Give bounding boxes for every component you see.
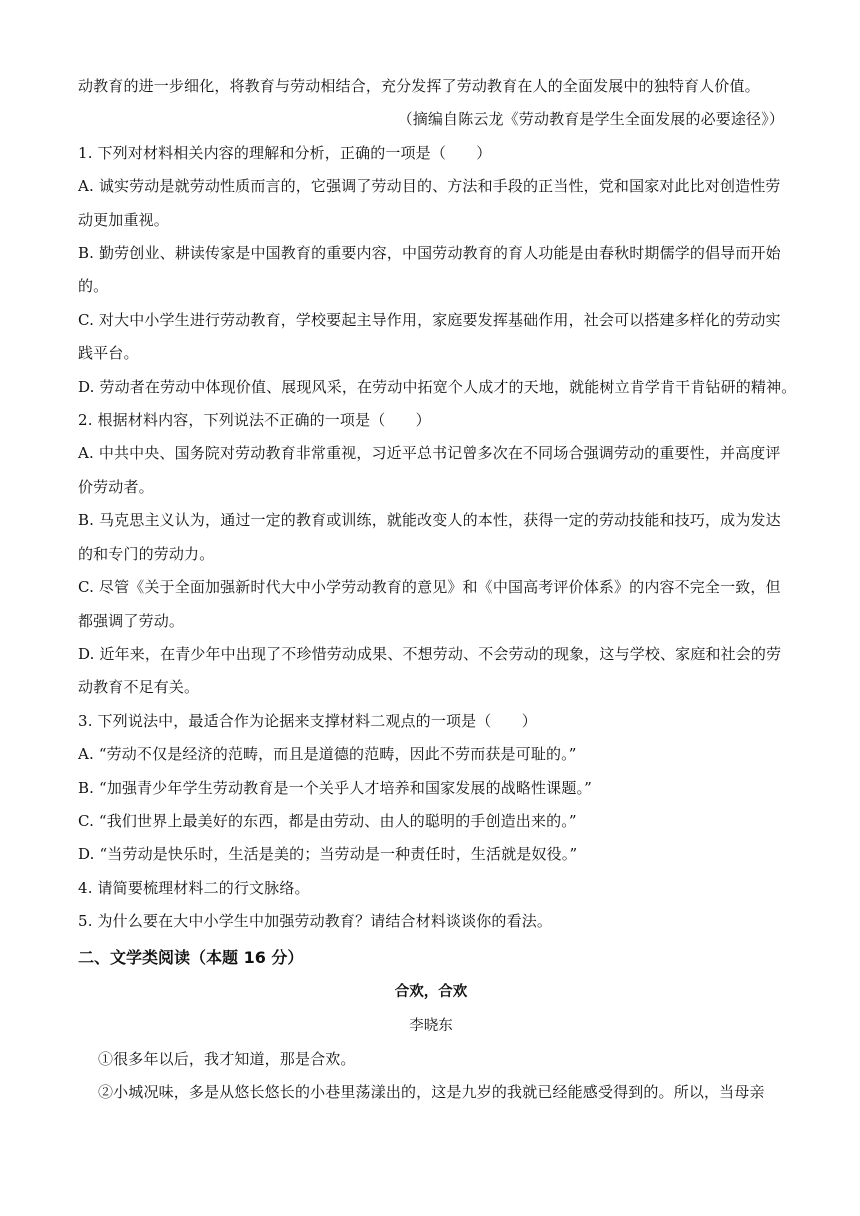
option-a-cont: 价劳动者。 <box>78 477 154 496</box>
story-paragraph-1: ①很多年以后，我才知道，那是合欢。 <box>98 1049 356 1068</box>
question-4: 4. 请简要梳理材料二的行文脉络。 <box>78 878 310 897</box>
section-heading: 二、文学类阅读（本题 16 分） <box>78 947 304 967</box>
option-b: B. “加强青少年学生劳动教育是一个关乎人才培养和国家发展的战略性课题。” <box>78 778 592 797</box>
option-a-cont: 动更加重视。 <box>78 210 169 229</box>
option-b-cont: 的。 <box>78 277 109 296</box>
story-author: 李晓东 <box>409 1017 453 1034</box>
option-c-cont: 都强调了劳动。 <box>78 611 185 630</box>
option-c-cont: 践平台。 <box>78 344 139 363</box>
question-stem: 3. 下列说法中，最适合作为论据来支撑材料二观点的一项是（ ） <box>78 711 537 730</box>
option-c: C. 尽管《关于全面加强新时代大中小学劳动教育的意见》和《中国高考评价体系》的内容不完全一致，但 <box>78 578 781 597</box>
option-d: D. “当劳动是快乐时，生活是美的；当劳动是一种责任时，生活就是奴役。” <box>78 845 578 864</box>
exam-page <box>78 70 797 1109</box>
option-b: B. 勤劳创业、耕读传家是中国教育的重要内容，中国劳动教育的育人功能是由春秋时期儒学的倡导而开始 <box>78 244 781 263</box>
option-b-cont: 的和专门的劳动力。 <box>78 544 215 563</box>
option-a: A. 中共中央、国务院对劳动教育非常重视，习近平总书记曾多次在不同场合强调劳动的重要性，并高度评 <box>78 444 781 463</box>
option-a: A. “劳动不仅是经济的范畴，而且是道德的范畴，因此不劳而获是可耻的。” <box>78 745 577 764</box>
source-citation: （摘编自陈云龙《劳动教育是学生全面发展的必要途径》） <box>397 110 784 129</box>
option-c: C. “我们世界上最美好的东西，都是由劳动、由人的聪明的手创造出来的。” <box>78 811 577 830</box>
question-2 <box>78 404 784 705</box>
question-1 <box>78 137 797 404</box>
option-a: A. 诚实劳动是就劳动性质而言的，它强调了劳动目的、方法和手段的正当性，党和国家对此比对创造性劳 <box>78 177 781 196</box>
option-b: B. 马克思主义认为，通过一定的教育或训练，就能改变人的本性，获得一定的劳动技能和技巧，成为发达 <box>78 511 781 530</box>
question-stem: 1. 下列对材料相关内容的理解和分析，正确的一项是（ ） <box>78 143 492 162</box>
option-d: D. 近年来，在青少年中出现了不珍惜劳动成果、不想劳动、不会劳动的现象，这与学校、家庭和社会的劳 <box>78 644 782 663</box>
story-paragraph-2: ②小城况味，多是从悠长悠长的小巷里荡漾出的，这是九岁的我就已经能感受得到的。所以，当母亲 <box>98 1082 765 1101</box>
option-d-cont: 动教育不足有关。 <box>78 678 200 697</box>
option-d: D. 劳动者在劳动中体现价值、展现风采，在劳动中拓宽个人成才的天地，就能树立肯学肯干肯钻研的精神。 <box>78 377 797 396</box>
question-5: 5. 为什么要在大中小学生中加强劳动教育？请结合材料谈谈你的看法。 <box>78 912 553 931</box>
passage-text: 动教育的进一步细化，将教育与劳动相结合，充分发挥了劳动教育在人的全面发展中的独特育人价值。 <box>78 77 760 95</box>
question-stem: 2. 根据材料内容，下列说法不正确的一项是（ ） <box>78 411 431 430</box>
story-title: 合欢，合欢 <box>394 982 468 1000</box>
option-c: C. 对大中小学生进行劳动教育，学校要起主导作用，家庭要发挥基础作用，社会可以搭建多样化的劳动实 <box>78 310 781 329</box>
question-3 <box>78 705 784 872</box>
